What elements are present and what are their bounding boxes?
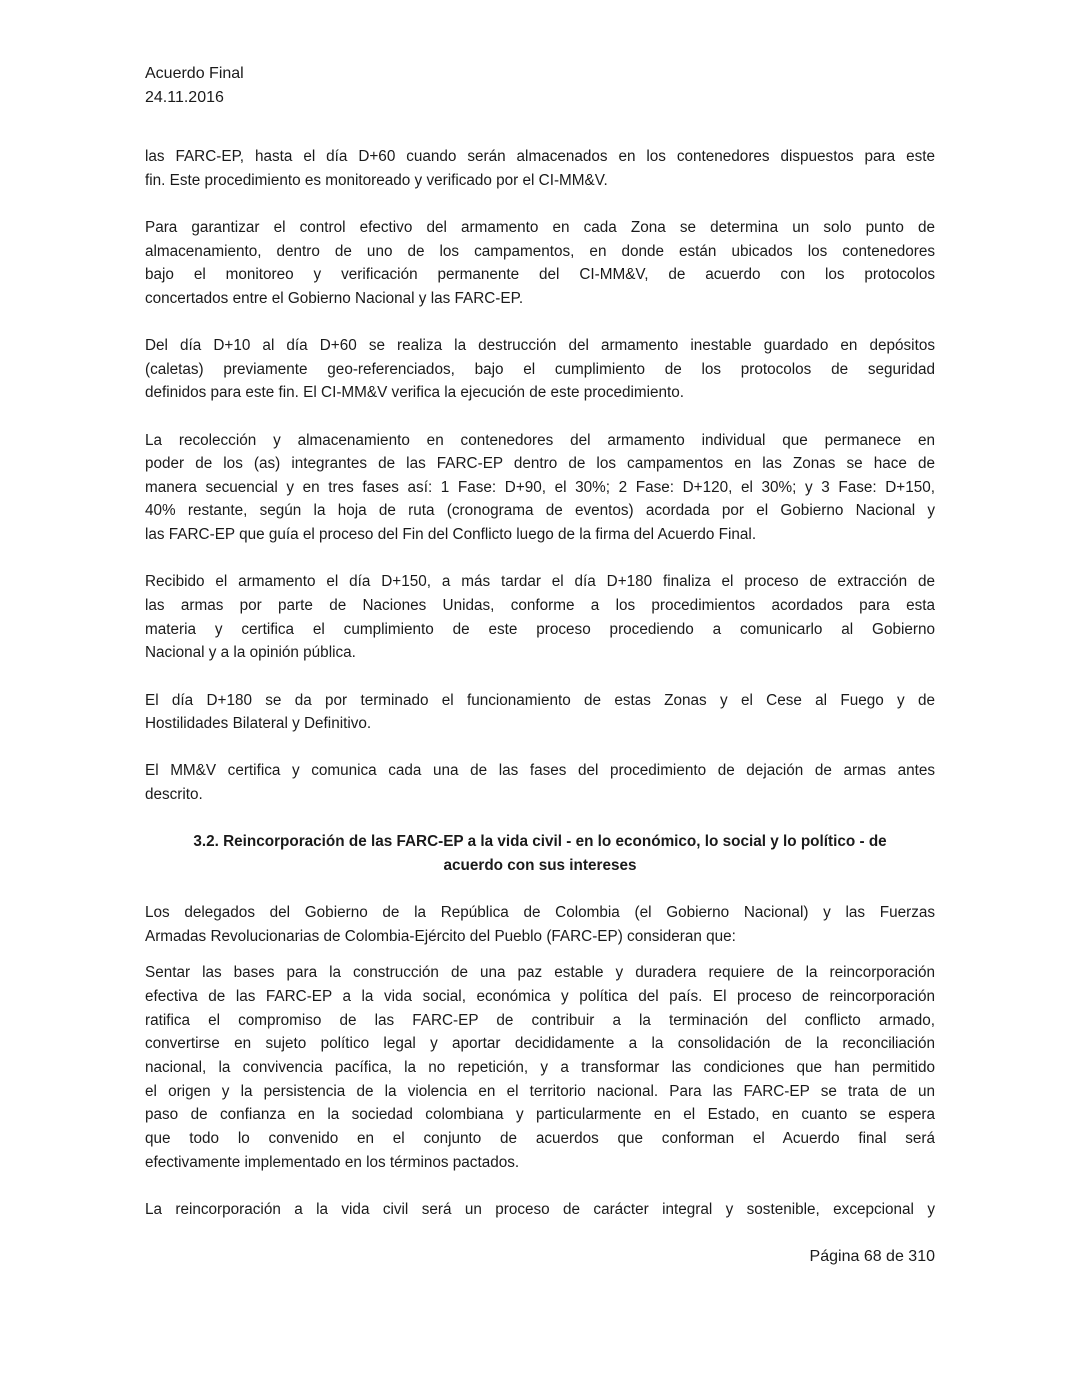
- text-line: 40% restante, según la hoja de ruta (cronograma de eventos) acordada por el Gobierno Nacional y: [145, 502, 935, 520]
- paragraph: [145, 961, 935, 1174]
- text-line: Armadas Revolucionarias de Colombia-Ejército del Pueblo (FARC-EP) consideran que:: [145, 927, 736, 945]
- text-line: bajo el monitoreo y verificación permanente del CI-MM&V, de acuerdo con los protocolos: [145, 266, 935, 284]
- text-line: nacional, la convivencia pacífica, la no repetición, y a transformar las condiciones que han permitido: [145, 1058, 935, 1076]
- paragraph: [145, 759, 935, 806]
- text-line: efectivamente implementado en los términos pactados.: [145, 1153, 520, 1171]
- text-line: descrito.: [145, 786, 203, 804]
- text-line: almacenamiento, dentro de uno de los campamentos, en donde están ubicados los contenedores: [145, 242, 935, 260]
- paragraph: [145, 689, 935, 736]
- document-body: [145, 145, 935, 1245]
- section-heading: [145, 830, 935, 877]
- text-line: El día D+180 se da por terminado el funcionamiento de estas Zonas y el Cese al Fuego y de: [145, 691, 935, 709]
- text-line: (caletas) previamente geo-referenciados, bajo el cumplimiento de los protocolos de seguridad: [145, 360, 935, 378]
- text-line: ratifica el compromiso de las FARC-EP de contribuir a la terminación del conflicto armado,: [145, 1011, 935, 1029]
- text-line: efectiva de las FARC-EP a la vida social, económica y política del país. El proceso de reincorporación: [145, 988, 935, 1006]
- text-line: Nacional y a la opinión pública.: [145, 644, 356, 662]
- text-line: fin. Este procedimiento es monitoreado y verificado por el CI-MM&V.: [145, 171, 608, 189]
- paragraph: [145, 334, 935, 405]
- text-line: concertados entre el Gobierno Nacional y las FARC-EP.: [145, 289, 524, 307]
- text-line: Para garantizar el control efectivo del armamento en cada Zona se determina un solo punto de: [145, 218, 935, 236]
- text-line: Los delegados del Gobierno de la República de Colombia (el Gobierno Nacional) y las Fuerzas: [145, 904, 935, 922]
- text-line: La reincorporación a la vida civil será un proceso de carácter integral y sostenible, excepcional y: [145, 1200, 935, 1218]
- text-line: las armas por parte de Naciones Unidas, conforme a los procedimientos acordados para esta: [145, 596, 935, 614]
- page-header: [145, 62, 244, 110]
- text-line: Hostilidades Bilateral y Definitivo.: [145, 715, 372, 733]
- text-line: convertirse en sujeto político legal y aportar decididamente a la consolidación de la reconciliación: [145, 1035, 935, 1053]
- text-line: El MM&V certifica y comunica cada una de las fases del procedimiento de dejación de armas antes: [145, 762, 935, 780]
- text-line: Del día D+10 al día D+60 se realiza la destrucción del armamento inestable guardado en depósitos: [145, 337, 935, 355]
- paragraph: [145, 570, 935, 665]
- text-line: el origen y la persistencia de la violencia en el territorio nacional. Para las FARC-EP se trata de un: [145, 1082, 935, 1100]
- text-line: La recolección y almacenamiento en contenedores del armamento individual que permanece en: [145, 431, 935, 449]
- heading-line: 3.2. Reincorporación de las FARC-EP a la vida civil - en lo económico, lo social y lo político - de: [193, 833, 887, 851]
- text-line: poder de los (as) integrantes de las FARC-EP dentro de los campamentos en las Zonas se hace de: [145, 455, 935, 473]
- paragraph: [145, 216, 935, 311]
- text-line: Sentar las bases para la construcción de una paz estable y duradera requiere de la reincorporación: [145, 964, 935, 982]
- text-line: las FARC-EP que guía el proceso del Fin del Conflicto luego de la firma del Acuerdo Final.: [145, 526, 757, 544]
- document-title: Acuerdo Final: [145, 65, 244, 82]
- text-line: materia y certifica el cumplimiento de este proceso procediendo a comunicarlo al Gobierno: [145, 620, 935, 638]
- text-line: definidos para este fin. El CI-MM&V verifica la ejecución de este procedimiento.: [145, 384, 685, 402]
- paragraph: [145, 429, 935, 547]
- text-line: paso de confianza en la sociedad colombiana y particularmente en el Estado, en cuanto se espera: [145, 1106, 935, 1124]
- text-line: Recibido el armamento el día D+150, a más tardar el día D+180 finaliza el proceso de extracción de: [145, 573, 935, 591]
- text-line: manera secuencial y en tres fases así: 1 Fase: D+90, el 30%; 2 Fase: D+120, el 30%; y 3 Fase: D+150,: [145, 478, 935, 496]
- paragraph: [145, 145, 935, 192]
- paragraph: [145, 1198, 935, 1222]
- paragraph: [145, 901, 935, 948]
- page-number: Página 68 de 310: [809, 1248, 935, 1265]
- text-line: las FARC-EP, hasta el día D+60 cuando serán almacenados en los contenedores dispuestos para este: [145, 148, 935, 165]
- heading-line: acuerdo con sus intereses: [443, 856, 637, 874]
- document-date: 24.11.2016: [145, 89, 224, 106]
- text-line: que todo lo convenido en el conjunto de acuerdos que conforman el Acuerdo final será: [145, 1129, 935, 1147]
